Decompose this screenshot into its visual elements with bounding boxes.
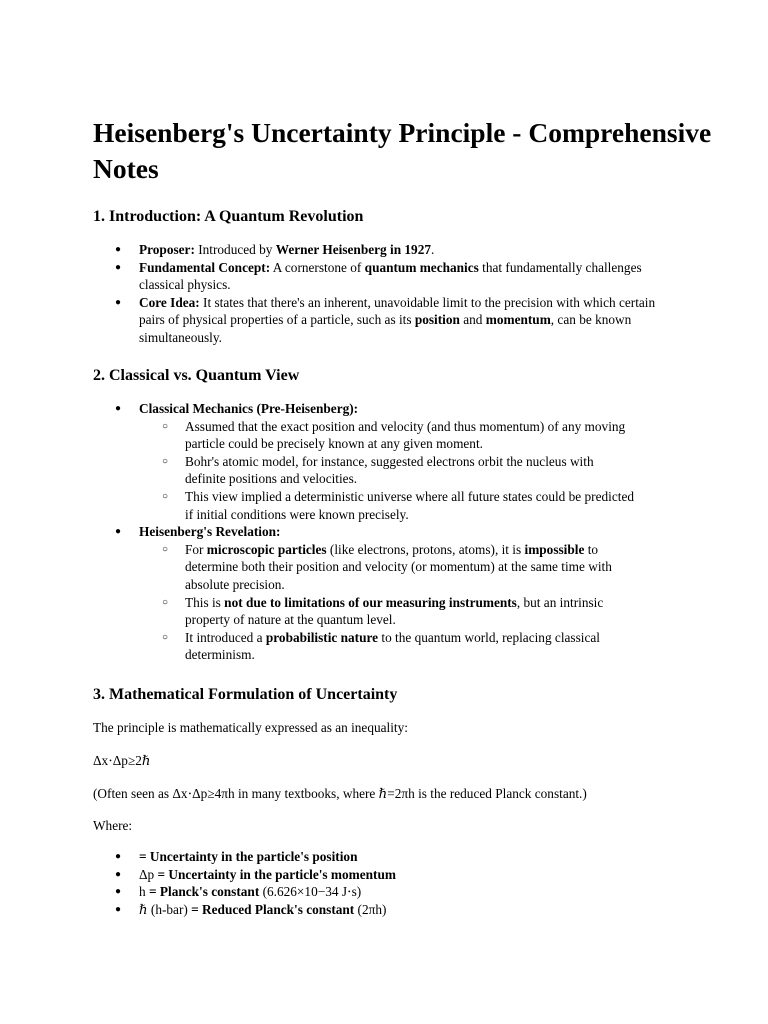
section-heading-introduction: 1. Introduction: A Quantum Revolution xyxy=(93,208,364,225)
section-heading-classical-vs-quantum: 2. Classical vs. Quantum View xyxy=(93,367,300,384)
list-item: ● = Uncertainty in the particle's position xyxy=(0,848,680,866)
sub-list-item: ○ It introduced a probabilistic nature to the quantum world, replacing classical determinism. xyxy=(139,629,634,664)
classical-vs-quantum-list xyxy=(0,400,680,664)
page-title: Heisenberg's Uncertainty Principle - Comprehensive Notes xyxy=(93,117,712,184)
hbar-symbol: ℏ xyxy=(139,901,148,917)
sub-list-item: ○ Bohr's atomic model, for instance, suggested electrons orbit the nucleus with definite positions and velocities. xyxy=(139,453,634,488)
list-item: ● Heisenberg's Revelation: ○ For microscopic particles (like electrons, protons, atoms), it is impossible to determine both their position and velocity (or momentum) at the same time with absolute precision. ○ This is not due to limitations of our measuring instruments, but an intrinsic property of nature at the quantum level. ○ It introduced a probabilistic nature to the quantum world, replacing classical determinism. xyxy=(0,523,680,664)
section-heading-mathematical-formulation: 3. Mathematical Formulation of Uncertainty xyxy=(93,686,398,703)
sub-list xyxy=(139,541,634,664)
sub-list-item: ○ Assumed that the exact position and velocity (and thus momentum) of any moving particle could be precisely known at any given moment. xyxy=(139,418,634,453)
formula-note: (Often seen as Δx⋅Δp≥4πh in many textbooks, where ℏ=2πh is the reduced Planck constant.) xyxy=(93,786,587,801)
list-item: ● Classical Mechanics (Pre-Heisenberg): ○ Assumed that the exact position and velocity (and thus momentum) of any moving particle could be precisely known at any given moment. ○ Bohr's atomic model, for instance, suggested electrons orbit the nucleus with definite positions and velocities. ○ This view implied a deterministic universe where all future states could be predicted if initial conditions were known precisely. xyxy=(0,400,680,523)
list-item: ● Δp = Uncertainty in the particle's momentum xyxy=(0,866,680,884)
formula-intro: The principle is mathematically expressed as an inequality: xyxy=(93,720,408,735)
sub-list-item: ○ This is not due to limitations of our measuring instruments, but an intrinsic property of nature at the quantum level. xyxy=(139,594,634,629)
list-item: ● ℏ (h-bar) = Reduced Planck's constant (2πh) xyxy=(0,901,680,919)
sub-list-item: ○ This view implied a deterministic universe where all future states could be predicted if initial conditions were known precisely. xyxy=(139,488,634,523)
where-label: Where: xyxy=(93,818,133,833)
introduction-list xyxy=(0,241,680,347)
list-item: ● Fundamental Concept: A cornerstone of quantum mechanics that fundamentally challenges classical physics. xyxy=(0,259,680,294)
definitions-list xyxy=(0,848,680,918)
sub-list xyxy=(139,418,634,524)
list-item: ● h = Planck's constant (6.626×10−34 J⋅s) xyxy=(0,883,680,901)
hbar-symbol: ℏ xyxy=(378,786,388,801)
sub-list-item: ○ For microscopic particles (like electrons, protons, atoms), it is impossible to determine both their position and velocity (or momentum) at the same time with absolute precision. xyxy=(139,541,634,594)
hbar-symbol: ℏ xyxy=(141,753,151,768)
list-item: ● Core Idea: It states that there's an inherent, unavoidable limit to the precision with which certain pairs of physical properties of a particle, such as its position and momentum, can be known simultaneously. xyxy=(0,294,680,347)
list-item: ● Proposer: Introduced by Werner Heisenberg in 1927. xyxy=(0,241,680,259)
uncertainty-formula: Δx⋅Δp≥2ℏ xyxy=(93,753,151,768)
